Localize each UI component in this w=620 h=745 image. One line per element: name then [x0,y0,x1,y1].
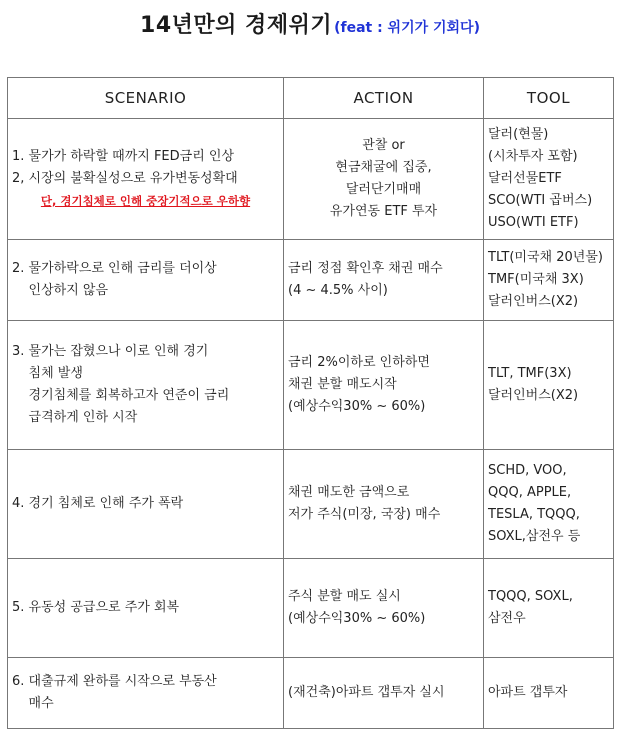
tool-line: SCO(WTI 곱버스) [488,193,593,208]
table-row [8,559,614,658]
scenario-line: 경기침체를 회복하고자 연준이 금리 [12,388,230,403]
table-row [8,658,614,729]
action-line: (예상수익30% ~ 60%) [288,399,426,414]
scenario-line: 매수 [12,696,54,711]
scenario-line: 2, 시장의 불확실성으로 유가변동성확대 [12,171,238,186]
tool-line: 아파트 갭투자 [488,685,568,700]
table-row [8,450,614,559]
tool-line: TLT(미국채 20년물) [488,250,603,265]
tool-line: USO(WTI ETF) [488,215,579,230]
table-row [8,321,614,450]
scenario-cell [8,321,284,450]
scenario-warning: 단, 경기침체로 인해 중장기적으로 우하향 [40,194,251,208]
tool-line: TLT, TMF(3X) [488,366,572,381]
scenario-line: 인상하지 않음 [12,283,109,298]
action-line: 채권 분할 매도시작 [288,377,397,392]
scenario-line: 1. 물가가 하락할 때까지 FED금리 인상 [12,149,235,164]
title-subtitle: (feat : 위기가 기회다) [334,20,480,36]
scenario-cell [8,559,284,658]
tool-line: TQQQ, SOXL, [488,589,573,604]
header-row [8,78,614,119]
action-line: (4 ~ 4.5% 사이) [288,283,388,298]
scenario-cell [8,240,284,321]
tool-line: TMF(미국채 3X) [488,272,584,287]
tool-line: SOXL,삼전우 등 [488,529,581,544]
tool-line: 달러(현물) [488,127,549,142]
action-cell [284,450,484,559]
action-line: 달러단기매매 [345,182,422,197]
action-line: 유가연동 ETF 투자 [329,204,438,219]
title-main: 14년만의 경제위기 [140,13,333,38]
scenario-line: 3. 물가는 잡혔으나 이로 인해 경기 [12,344,209,359]
action-cell [284,321,484,450]
scenario-line: 2. 물가하락으로 인해 금리를 더이상 [12,261,217,276]
action-line: 현금채굴에 집중, [335,160,432,175]
tool-line: SCHD, VOO, [488,463,567,478]
action-line: 채권 매도한 금액으로 [288,485,410,500]
tool-cell [484,119,614,240]
header-action: ACTION [284,78,484,119]
scenario-cell [8,450,284,559]
action-line: 금리 정점 확인후 채권 매수 [288,261,443,276]
action-cell [284,119,484,240]
scenario-line: 4. 경기 침체로 인해 주가 폭락 [12,496,184,511]
tool-cell [484,321,614,450]
tool-line: 삼전우 [488,611,526,626]
tool-line: TESLA, TQQQ, [488,507,580,522]
tool-line: 달러인버스(X2) [488,294,579,309]
action-line: 금리 2%이하로 인하하면 [288,355,430,370]
action-cell [284,559,484,658]
action-line: 관찰 or [362,138,405,153]
scenario-line: 6. 대출규제 완하를 시작으로 부동산 [12,674,217,689]
strategy-table [7,77,614,729]
action-cell [284,240,484,321]
tool-cell [484,658,614,729]
scenario-cell [8,119,284,240]
document-title [0,8,620,39]
scenario-line: 침체 발생 [12,366,83,381]
action-line: (재건축)아파트 갭투자 실시 [288,685,445,700]
tool-line: 달러인버스(X2) [488,388,579,403]
tool-line: QQQ, APPLE, [488,485,572,500]
scenario-line: 5. 유동성 공급으로 주가 회복 [12,600,180,615]
action-line: 주식 분할 매도 실시 [288,589,401,604]
tool-line: (시차투자 포함) [488,149,578,164]
table-row [8,119,614,240]
header-scenario: SCENARIO [8,78,284,119]
tool-cell [484,450,614,559]
tool-cell [484,559,614,658]
action-cell [284,658,484,729]
tool-cell [484,240,614,321]
table-row [8,240,614,321]
header-tool: TOOL [484,78,614,119]
action-line: 저가 주식(미장, 국장) 매수 [288,507,441,522]
action-line: (예상수익30% ~ 60%) [288,611,426,626]
scenario-line: 급격하게 인하 시작 [12,410,138,425]
tool-line: 달러선물ETF [488,171,562,186]
scenario-cell [8,658,284,729]
